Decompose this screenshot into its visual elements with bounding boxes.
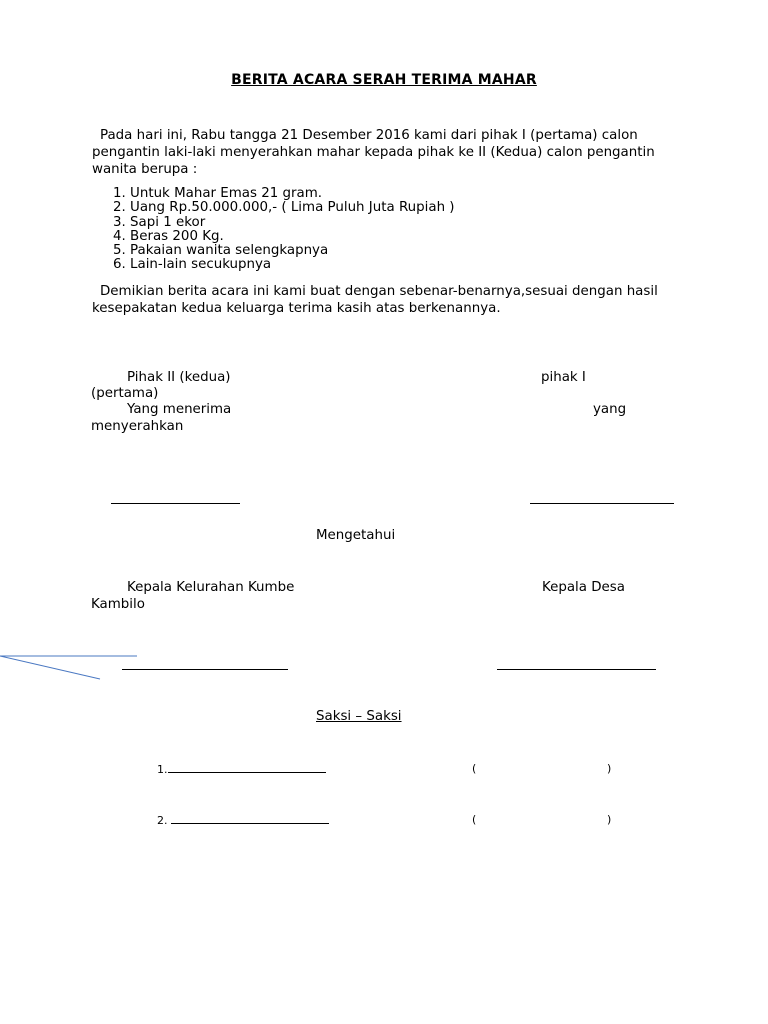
signature-line-pihak-kedua — [111, 503, 240, 504]
stray-blue-lines — [0, 650, 140, 682]
witness-open-paren: ( — [472, 813, 477, 826]
pihak-kedua-label: Pihak II (kedua) — [127, 370, 231, 385]
document-title: BERITA ACARA SERAH TERIMA MAHAR — [231, 72, 537, 88]
witness-signature-line — [168, 762, 326, 773]
witness-row — [157, 762, 326, 776]
list-item: 3. Sapi 1 ekor — [113, 214, 206, 230]
list-item: 6. Lain-lain secukupnya — [113, 257, 272, 273]
list-item: 4. Beras 200 Kg. — [113, 228, 224, 244]
signature-line-pihak-pertama — [530, 503, 674, 504]
signature-line-kepala-desa — [497, 669, 656, 670]
kepala-desa-label: Kepala Desa — [542, 580, 625, 595]
witness-number: 2. — [157, 814, 171, 827]
mengetahui-label: Mengetahui — [316, 528, 396, 543]
list-item: 1. Untuk Mahar Emas 21 gram. — [113, 186, 323, 201]
closing-paragraph: Demikian berita acara ini kami buat dengan sebenar-benarnya,sesuai dengan hasil kesepakatan kedua keluarga terima kasih atas berkenannya. — [92, 284, 658, 316]
intro-paragraph: Pada hari ini, Rabu tangga 21 Desember 2016 kami dari pihak I (pertama) calon pengantin laki-laki menyerahkan mahar kepada pihak ke II (Kedua) calon pengantin wanita berupa : — [92, 128, 655, 177]
witness-open-paren: ( — [472, 762, 477, 775]
kepala-desa-label-wrap: Kambilo — [91, 597, 145, 612]
kepala-kelurahan-label: Kepala Kelurahan Kumbe — [127, 580, 295, 595]
witness-close-paren: ) — [607, 762, 612, 775]
saksi-title: Saksi – Saksi — [316, 709, 402, 724]
witness-number: 1. — [157, 763, 168, 776]
mahar-items-list — [113, 187, 455, 273]
witness-row — [157, 813, 329, 827]
witness-close-paren: ) — [607, 813, 612, 826]
yang-menerima-label: Yang menerima — [127, 402, 232, 417]
pihak-pertama-label: pihak I — [541, 370, 586, 385]
pihak-pertama-label-wrap: (pertama) — [91, 386, 159, 401]
list-item: 2. Uang Rp.50.000.000,- ( Lima Puluh Juta Rupiah ) — [113, 200, 455, 216]
list-item: 5. Pakaian wanita selengkapnya — [113, 243, 329, 259]
yang-menyerahkan-label-wrap: menyerahkan — [91, 419, 184, 434]
witness-signature-line — [171, 813, 329, 824]
signature-line-kepala-kelurahan — [122, 669, 288, 670]
yang-menyerahkan-label: yang — [593, 402, 627, 417]
